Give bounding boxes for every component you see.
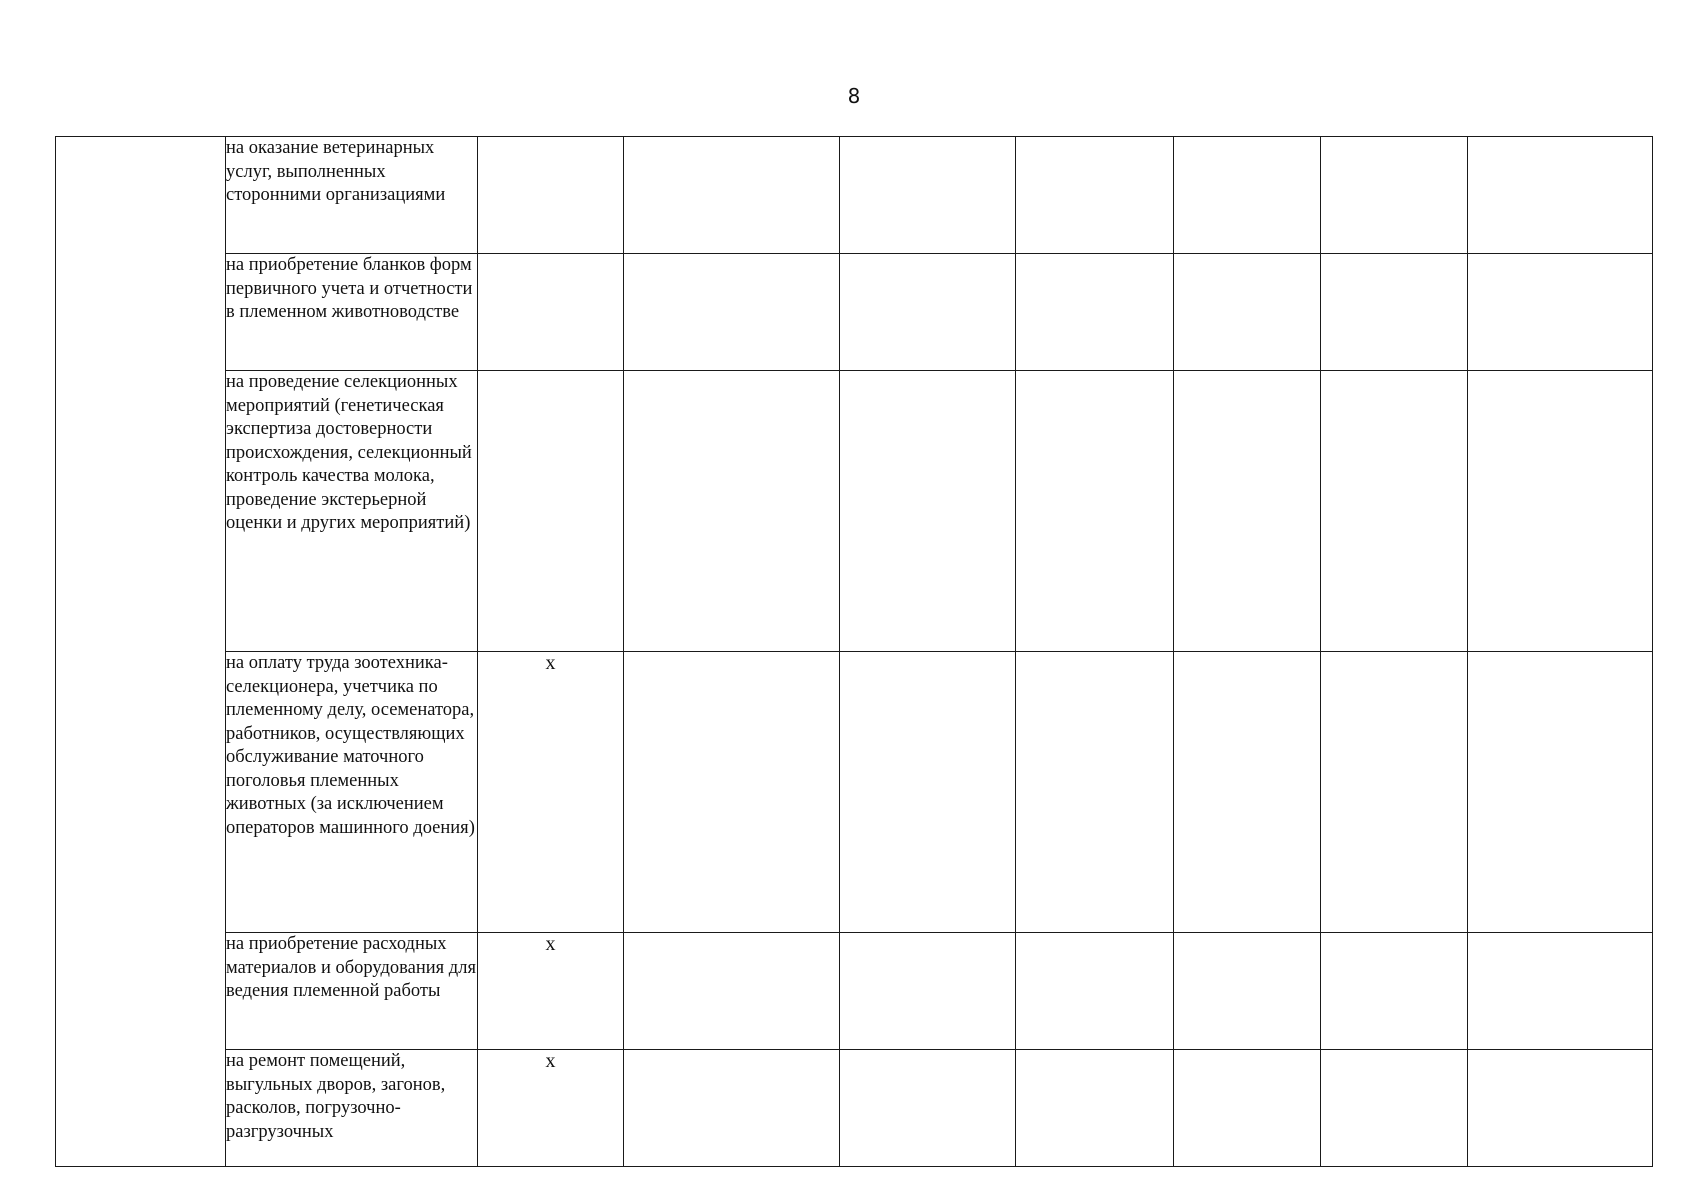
empty-cell [840,652,1016,933]
row-mark [478,254,624,371]
empty-cell [1016,1050,1174,1167]
expense-table [55,136,1653,1167]
table-row [56,371,1653,652]
row-mark [478,371,624,652]
empty-cell [1468,652,1653,933]
row-description: на проведение селекционных мероприятий (генетическая экспертиза достоверности происхождения, селекционный контроль качества молока, проведение экстерьерной оценки и других мероприятий) [226,371,478,652]
table-row [56,652,1653,933]
empty-cell [624,652,840,933]
empty-cell [624,933,840,1050]
empty-cell [1468,1050,1653,1167]
row-description: на приобретение бланков форм первичного учета и отчетности в племенном животноводстве [226,254,478,371]
empty-cell [1321,1050,1468,1167]
empty-cell [624,371,840,652]
row-description: на ремонт помещений, выгульных дворов, загонов, расколов, погрузочно-разгрузочных [226,1050,478,1167]
empty-cell [1016,371,1174,652]
empty-cell [1321,137,1468,254]
empty-cell [840,254,1016,371]
row-description: на оплату труда зоотехника-селекционера, учетчика по племенному делу, осеменатора, работников, осуществляющих обслуживание маточного поголовья племенных животных (за исключением операторов машинного доения) [226,652,478,933]
table-row [56,1050,1653,1167]
empty-cell [1016,137,1174,254]
empty-cell [840,933,1016,1050]
empty-cell [840,1050,1016,1167]
empty-cell [1321,371,1468,652]
empty-cell [840,137,1016,254]
empty-cell [1468,371,1653,652]
empty-cell [624,254,840,371]
empty-cell [1174,371,1321,652]
table-row [56,137,1653,254]
empty-cell [1174,254,1321,371]
row-description: на оказание ветеринарных услуг, выполненных сторонними организациями [226,137,478,254]
empty-cell [624,1050,840,1167]
row-mark [478,137,624,254]
empty-cell [1174,137,1321,254]
empty-cell [1174,1050,1321,1167]
table-row [56,254,1653,371]
empty-cell [624,137,840,254]
empty-cell [1321,254,1468,371]
empty-cell [1016,652,1174,933]
empty-cell [1016,933,1174,1050]
empty-cell [840,371,1016,652]
empty-cell [1174,933,1321,1050]
empty-cell [1174,652,1321,933]
row-mark: x [478,933,624,1050]
empty-cell [1321,652,1468,933]
row-mark: x [478,652,624,933]
empty-cell [1468,933,1653,1050]
empty-cell [1321,933,1468,1050]
empty-cell [1468,254,1653,371]
empty-cell [1016,254,1174,371]
row-mark: x [478,1050,624,1167]
row-description: на приобретение расходных материалов и оборудования для ведения племенной работы [226,933,478,1050]
empty-cell [1468,137,1653,254]
merged-left-cell [56,137,226,1167]
page-number: 8 [847,84,861,108]
table-row [56,933,1653,1050]
